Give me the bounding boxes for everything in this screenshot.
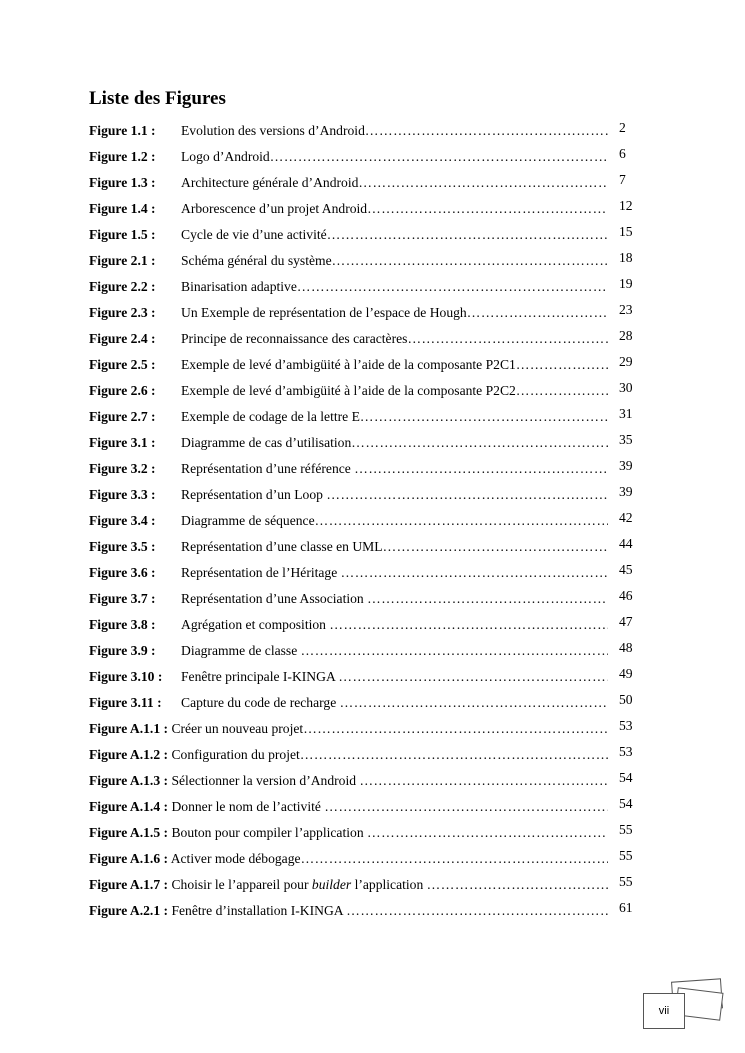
figure-page: 55 xyxy=(619,822,633,837)
figure-title: Capture du code de recharge xyxy=(181,695,340,710)
figure-title: Choisir le l’appareil pour xyxy=(171,877,312,892)
figure-page: 30 xyxy=(619,380,633,395)
figure-title: Bouton pour compiler l’application xyxy=(171,825,368,840)
figure-page: 61 xyxy=(619,900,633,915)
figure-page: 46 xyxy=(619,588,633,603)
figure-label: Figure 3.6 : xyxy=(89,565,156,580)
figure-label: Figure A.1.2 : xyxy=(89,747,169,762)
figure-page: 54 xyxy=(619,796,633,811)
leader-dots xyxy=(300,747,608,762)
figure-label: Figure 3.5 : xyxy=(89,539,156,554)
figure-label: Figure A.2.1 : xyxy=(89,903,169,918)
figure-page: 45 xyxy=(619,562,633,577)
figure-page: 12 xyxy=(619,198,633,213)
leader-dots xyxy=(315,513,608,528)
figure-label: Figure 2.5 : xyxy=(89,357,156,372)
leader-dots xyxy=(365,123,608,138)
figure-entry xyxy=(89,170,649,196)
figure-entry xyxy=(89,664,649,690)
figure-page: 48 xyxy=(619,640,633,655)
leader-dots xyxy=(329,617,608,632)
leader-dots xyxy=(301,851,608,866)
figure-title: Cycle de vie d’une activité xyxy=(181,227,327,242)
figure-title: Sélectionner la version d’Android xyxy=(171,773,360,788)
figure-title: Représentation d’une Association xyxy=(181,591,368,606)
figure-entry xyxy=(89,222,649,248)
figure-entry xyxy=(89,430,649,456)
figure-label: Figure 2.3 : xyxy=(89,305,156,320)
figure-entry xyxy=(89,534,649,560)
figure-entry xyxy=(89,690,649,716)
figure-label: Figure A.1.7 : xyxy=(89,877,169,892)
figure-page: 54 xyxy=(619,770,633,785)
leader-dots xyxy=(301,643,608,658)
figure-page: 53 xyxy=(619,744,633,759)
figure-label: Figure A.1.5 : xyxy=(89,825,169,840)
figure-label: Figure 3.7 : xyxy=(89,591,156,606)
leader-dots xyxy=(270,149,608,164)
figure-title: Diagramme de séquence xyxy=(181,513,315,528)
figure-label: Figure 2.2 : xyxy=(89,279,156,294)
leader-dots xyxy=(324,799,608,814)
figure-entry xyxy=(89,248,649,274)
figure-label: Figure 2.1 : xyxy=(89,253,156,268)
figure-label: Figure A.1.3 : xyxy=(89,773,169,788)
figure-page: 44 xyxy=(619,536,633,551)
page-number: vii xyxy=(658,1005,670,1017)
leader-dots xyxy=(340,695,608,710)
figure-title: Binarisation adaptive xyxy=(181,279,297,294)
figure-entry xyxy=(89,378,649,404)
figure-label: Figure 3.8 : xyxy=(89,617,156,632)
figure-label: Figure 3.2 : xyxy=(89,461,156,476)
figure-title: Exemple de levé d’ambigüité à l’aide de la composante P2C1 xyxy=(181,357,516,372)
leader-dots xyxy=(297,279,608,294)
leader-dots xyxy=(367,825,608,840)
figure-title: Donner le nom de l’activité xyxy=(171,799,325,814)
leader-dots xyxy=(367,591,608,606)
figure-page: 2 xyxy=(619,120,626,135)
figure-entry xyxy=(89,118,649,144)
figure-title: Exemple de codage de la lettre E xyxy=(181,409,360,424)
figure-page: 19 xyxy=(619,276,633,291)
figure-entry xyxy=(89,794,649,820)
figure-label: Figure A.1.6 : xyxy=(89,851,169,866)
figure-label: Figure 2.4 : xyxy=(89,331,156,346)
leader-dots xyxy=(354,461,608,476)
figure-title: Exemple de levé d’ambigüité à l’aide de la composante P2C2 xyxy=(181,383,516,398)
figure-title: Activer mode débogage xyxy=(170,851,301,866)
leader-dots xyxy=(360,409,608,424)
figure-entry xyxy=(89,638,649,664)
figure-label: Figure 3.9 : xyxy=(89,643,156,658)
figure-title-rest: l’application xyxy=(351,877,427,892)
figure-label: Figure 3.1 : xyxy=(89,435,156,450)
leader-dots xyxy=(367,201,608,216)
figure-entry xyxy=(89,144,649,170)
figure-title: Un Exemple de représentation de l’espace de Hough xyxy=(181,305,467,320)
figure-entry xyxy=(89,872,649,898)
figure-page: 39 xyxy=(619,484,633,499)
figure-label: Figure 1.1 : xyxy=(89,123,156,138)
figure-title: Diagramme de cas d’utilisation xyxy=(181,435,352,450)
figure-title: Principe de reconnaissance des caractères xyxy=(181,331,408,346)
figure-title: Créer un nouveau projet xyxy=(171,721,304,736)
figure-entry xyxy=(89,768,649,794)
figure-label: Figure 3.10 : xyxy=(89,669,163,684)
figure-entry xyxy=(89,456,649,482)
figure-entry xyxy=(89,404,649,430)
figure-entry xyxy=(89,716,649,742)
figure-entry xyxy=(89,482,649,508)
figure-entry xyxy=(89,820,649,846)
figure-label: Figure A.1.4 : xyxy=(89,799,169,814)
figure-label: Figure 2.7 : xyxy=(89,409,156,424)
figure-page: 28 xyxy=(619,328,633,343)
figure-page: 35 xyxy=(619,432,633,447)
leader-dots xyxy=(327,227,608,242)
figure-label: Figure 1.5 : xyxy=(89,227,156,242)
leader-dots xyxy=(407,331,608,346)
figure-page: 18 xyxy=(619,250,633,265)
figure-page: 23 xyxy=(619,302,633,317)
figure-label: Figure A.1.1 : xyxy=(89,721,169,736)
figure-page: 31 xyxy=(619,406,633,421)
figure-title: Arborescence d’un projet Android xyxy=(181,201,368,216)
leader-dots xyxy=(383,539,608,554)
figure-page: 6 xyxy=(619,146,626,161)
figure-page: 49 xyxy=(619,666,633,681)
figure-title: Agrégation et composition xyxy=(181,617,330,632)
figure-title: Logo d’Android xyxy=(181,149,270,164)
leader-dots xyxy=(351,435,608,450)
figure-title: Evolution des versions d’Android xyxy=(181,123,365,138)
figure-page: 47 xyxy=(619,614,633,629)
figure-title: Fenêtre d’installation I-KINGA xyxy=(171,903,347,918)
leader-dots xyxy=(346,903,608,918)
figure-entry xyxy=(89,352,649,378)
page-title: Liste des Figures xyxy=(89,88,226,109)
figure-title: Architecture générale d’Android xyxy=(181,175,359,190)
figure-title: Représentation d’un Loop xyxy=(181,487,327,502)
figure-page: 55 xyxy=(619,874,633,889)
figure-list xyxy=(89,118,649,924)
figure-page: 55 xyxy=(619,848,633,863)
figure-entry xyxy=(89,196,649,222)
figure-page: 15 xyxy=(619,224,633,239)
leader-dots xyxy=(338,669,608,684)
figure-label: Figure 1.3 : xyxy=(89,175,156,190)
leader-dots xyxy=(358,175,608,190)
figure-entry xyxy=(89,742,649,768)
figure-title: Représentation de l’Héritage xyxy=(181,565,341,580)
figure-title-italic: builder xyxy=(311,877,352,892)
figure-label: Figure 3.11 : xyxy=(89,695,162,710)
figure-title: Diagramme de classe xyxy=(181,643,301,658)
figure-label: Figure 2.6 : xyxy=(89,383,156,398)
leader-dots xyxy=(303,721,608,736)
figure-page: 53 xyxy=(619,718,633,733)
figure-page: 42 xyxy=(619,510,633,525)
leader-dots xyxy=(516,357,608,372)
leader-dots xyxy=(359,773,608,788)
figure-entry xyxy=(89,274,649,300)
leader-dots xyxy=(326,487,608,502)
figure-label: Figure 3.4 : xyxy=(89,513,156,528)
figure-entry xyxy=(89,326,649,352)
figure-entry xyxy=(89,300,649,326)
figure-entry xyxy=(89,846,649,872)
figure-entry xyxy=(89,612,649,638)
leader-dots xyxy=(332,253,608,268)
figure-title: Fenêtre principale I-KINGA xyxy=(181,669,339,684)
figure-page: 50 xyxy=(619,692,633,707)
figure-page: 29 xyxy=(619,354,633,369)
figure-title: Configuration du projet xyxy=(171,747,300,762)
figure-entry xyxy=(89,560,649,586)
figure-label: Figure 1.4 : xyxy=(89,201,156,216)
figure-title: Schéma général du système xyxy=(181,253,332,268)
figure-label: Figure 1.2 : xyxy=(89,149,156,164)
figure-page: 7 xyxy=(619,172,626,187)
figure-entry xyxy=(89,508,649,534)
figure-page: 39 xyxy=(619,458,633,473)
leader-dots xyxy=(341,565,608,580)
figure-title: Représentation d’une classe en UML xyxy=(181,539,383,554)
leader-dots xyxy=(467,305,608,320)
leader-dots xyxy=(427,877,608,892)
figure-label: Figure 3.3 : xyxy=(89,487,156,502)
figure-entry xyxy=(89,898,649,924)
figure-entry xyxy=(89,586,649,612)
leader-dots xyxy=(516,383,608,398)
figure-title: Représentation d’une référence xyxy=(181,461,355,476)
page-number-box xyxy=(643,993,685,1029)
